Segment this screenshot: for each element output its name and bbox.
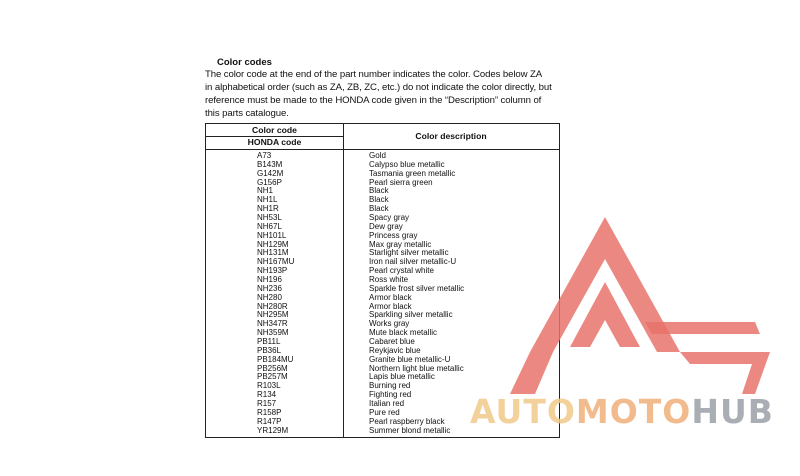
- triangle-logo-icon: [470, 212, 800, 412]
- honda-code-cell: NH347R: [257, 319, 288, 329]
- wordmark-hub: HUB: [691, 392, 774, 431]
- honda-code-cell: NH1R: [257, 204, 279, 214]
- honda-code-cell: G142M: [257, 168, 284, 178]
- wordmark-moto: MOTO: [575, 392, 692, 431]
- honda-code-cell: NH167MU: [257, 257, 295, 267]
- color-description-cell: Pure red: [369, 407, 400, 417]
- color-description-cell: Sparkling silver metallic: [369, 310, 453, 320]
- color-description-cell: Summer blond metallic: [369, 425, 451, 435]
- wordmark-auto: AUTO: [470, 392, 576, 431]
- color-description-cell: Black: [369, 204, 389, 214]
- table-row: [206, 151, 559, 160]
- honda-code-cell: A73: [257, 151, 272, 160]
- color-description-cell: Works gray: [369, 319, 410, 329]
- color-description-cell: Armor black: [369, 301, 412, 311]
- honda-code-cell: NH193P: [257, 266, 288, 276]
- color-description-cell: Max gray metallic: [369, 239, 432, 249]
- color-description-cell: Granite blue metallic-U: [369, 354, 451, 364]
- header-color-code: Color code: [252, 125, 297, 135]
- watermark-wordmark: [470, 392, 800, 452]
- color-description-cell: Pearl sierra green: [369, 177, 433, 187]
- color-description-cell: Burning red: [369, 381, 411, 391]
- color-description-cell: Tasmania green metallic: [369, 168, 456, 178]
- honda-code-cell: NH67L: [257, 221, 282, 231]
- honda-code-cell: YR129M: [257, 425, 289, 435]
- color-description-cell: Italian red: [369, 399, 405, 409]
- color-description-cell: Fighting red: [369, 390, 412, 400]
- intro-line: this parts catalogue.: [205, 108, 289, 119]
- honda-code-cell: PB36L: [257, 345, 282, 355]
- color-description-cell: Armor black: [369, 292, 412, 302]
- honda-code-cell: R158P: [257, 407, 282, 417]
- color-description-cell: Starlight silver metallic: [369, 248, 449, 258]
- color-description-cell: Cabaret blue: [369, 337, 415, 347]
- table-row: [206, 186, 559, 195]
- color-description-cell: Iron nail silver metallic-U: [369, 257, 457, 267]
- header-honda-code: HONDA code: [247, 137, 302, 147]
- honda-code-cell: NH131M: [257, 248, 289, 258]
- header-color-description: Color description: [415, 131, 487, 141]
- honda-code-cell: NH1: [257, 186, 274, 196]
- honda-code-cell: R157: [257, 399, 277, 409]
- honda-code-cell: B143M: [257, 159, 283, 169]
- color-description-cell: Sparkle frost silver metallic: [369, 283, 465, 293]
- color-description-cell: Calypso blue metallic: [369, 159, 445, 169]
- table-row: [206, 169, 559, 178]
- honda-code-cell: R147P: [257, 416, 282, 426]
- honda-code-cell: NH101L: [257, 230, 287, 240]
- color-description-cell: Gold: [369, 151, 386, 160]
- color-description-cell: Black: [369, 186, 389, 196]
- color-description-cell: Mute black metallic: [369, 328, 438, 338]
- color-description-cell: Black: [369, 195, 389, 205]
- honda-code-cell: NH129M: [257, 239, 289, 249]
- table-row: [206, 160, 559, 169]
- honda-code-cell: PB257M: [257, 372, 288, 382]
- honda-code-cell: NH236: [257, 283, 282, 293]
- honda-code-cell: PB184MU: [257, 354, 294, 364]
- header-bottom-rule: [206, 149, 559, 150]
- honda-code-cell: NH53L: [257, 213, 282, 223]
- honda-code-cell: R134: [257, 390, 277, 400]
- honda-code-cell: PB256M: [257, 363, 288, 373]
- honda-code-cell: NH1L: [257, 195, 278, 205]
- honda-code-cell: G156P: [257, 177, 282, 187]
- honda-code-cell: NH359M: [257, 328, 289, 338]
- color-description-cell: Pearl crystal white: [369, 266, 434, 276]
- color-description-cell: Princess gray: [369, 230, 418, 240]
- section-heading: Color codes: [217, 57, 272, 68]
- honda-code-cell: NH196: [257, 275, 282, 285]
- honda-code-cell: NH295M: [257, 310, 289, 320]
- table-row: [206, 195, 559, 204]
- automotohub-watermark: [470, 212, 800, 472]
- table-row: [206, 178, 559, 187]
- honda-code-cell: PB11L: [257, 337, 281, 347]
- intro-line: reference must be made to the HONDA code given in the “Description” column of: [205, 95, 542, 106]
- intro-paragraph: [205, 68, 577, 120]
- color-description-cell: Lapis blue metallic: [369, 372, 435, 382]
- intro-line: in alphabetical order (such as ZA, ZB, ZC, etc.) do not indicate the color directly, but: [205, 82, 552, 93]
- honda-code-cell: R103L: [257, 381, 281, 391]
- intro-line: The color code at the end of the part number indicates the color. Codes below ZA: [205, 69, 543, 80]
- honda-code-cell: NH280: [257, 292, 282, 302]
- honda-code-cell: NH280R: [257, 301, 288, 311]
- color-description-cell: Ross white: [369, 275, 409, 285]
- color-description-cell: Reykjavic blue: [369, 345, 421, 355]
- color-description-cell: Pearl raspberry black: [369, 416, 445, 426]
- color-description-cell: Northern light blue metallic: [369, 363, 464, 373]
- color-description-cell: Spacy gray: [369, 213, 410, 223]
- color-description-cell: Dew gray: [369, 221, 403, 231]
